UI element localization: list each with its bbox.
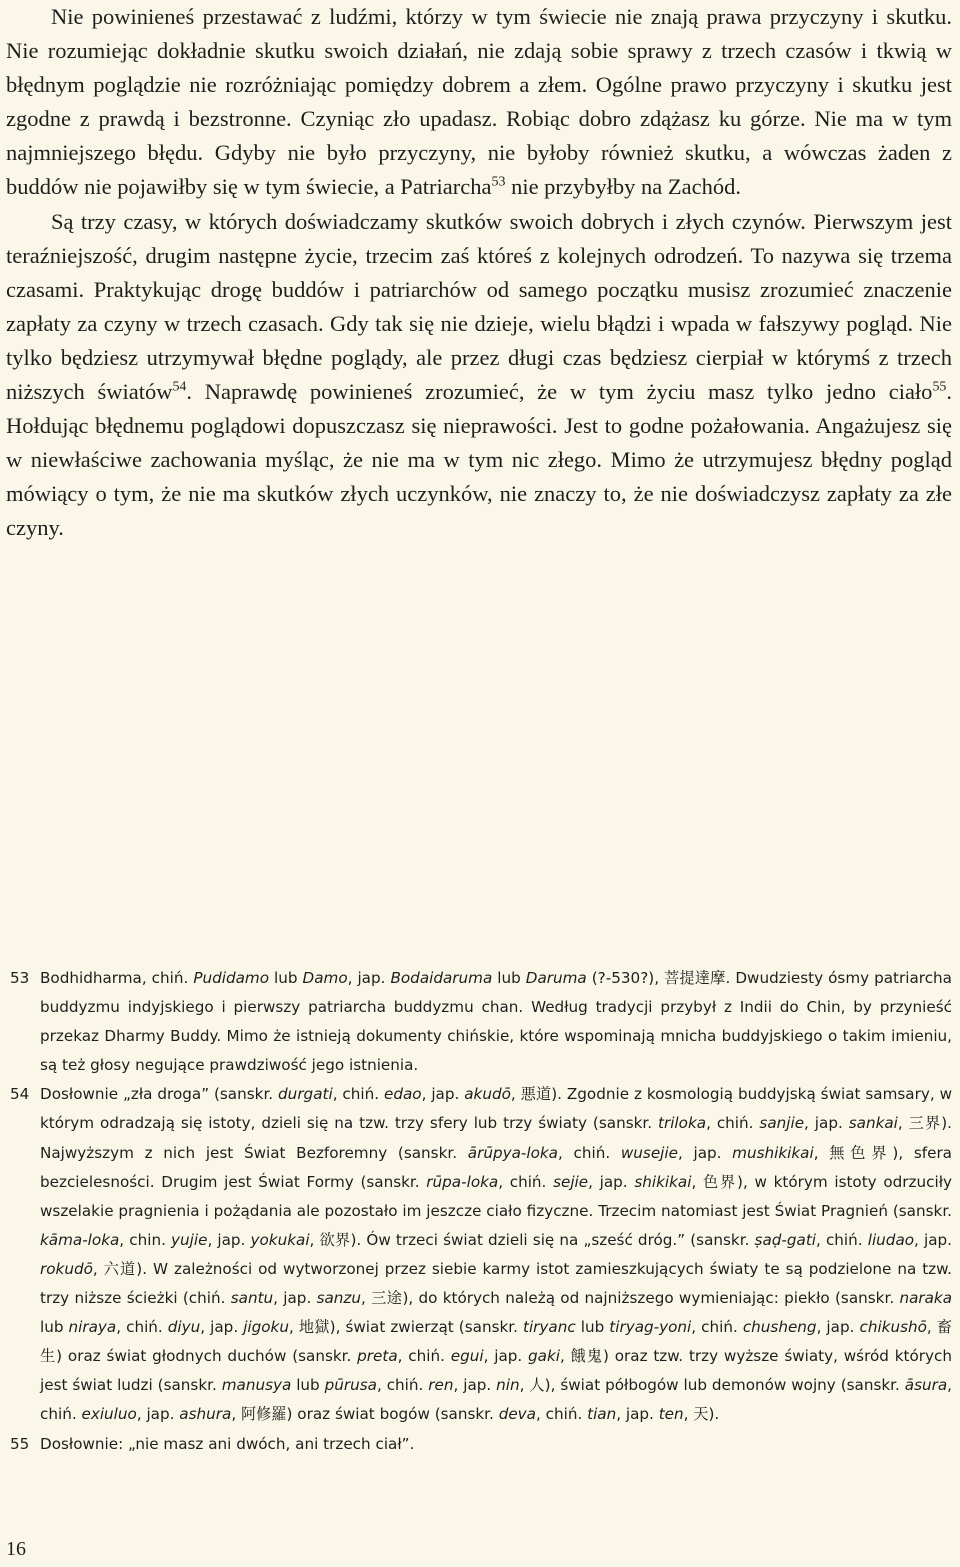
text-run: , jap.	[914, 1230, 952, 1249]
cjk-term: 欲界	[319, 1230, 351, 1249]
footnotes	[10, 964, 952, 1459]
italic-term: akudō	[464, 1085, 511, 1104]
italic-term: tiryag-yoni	[609, 1318, 692, 1337]
italic-term: deva	[498, 1405, 536, 1424]
italic-term: exiuluo	[81, 1405, 137, 1424]
text-run: lub	[269, 969, 303, 987]
italic-term: diyu	[167, 1318, 201, 1337]
italic-term: ten	[658, 1405, 684, 1424]
cjk-term: 無色界	[829, 1143, 893, 1162]
italic-term: tiryanc	[523, 1318, 576, 1337]
text-run: , jap.	[588, 1172, 635, 1191]
italic-term: durgati	[278, 1085, 333, 1104]
footnote-text	[40, 1430, 952, 1459]
footnote-ref: 53	[491, 174, 506, 190]
italic-term: mushikikai	[732, 1143, 814, 1162]
italic-term: tian	[587, 1405, 617, 1424]
italic-term: niraya	[68, 1318, 117, 1337]
footnote-ref: 54	[172, 379, 187, 395]
text-run: ) oraz świat głodnych duchów (sanskr.	[56, 1347, 358, 1366]
text-run: , chiń.	[706, 1114, 760, 1133]
text-run: , chiń.	[397, 1347, 451, 1366]
cjk-term: 六道	[103, 1259, 137, 1278]
text-run: ,	[510, 1085, 521, 1104]
italic-term: wusejie	[620, 1143, 678, 1162]
cjk-term: 悪道	[520, 1085, 552, 1104]
cjk-term: 三途	[371, 1289, 403, 1308]
text-run: Są trzy czasy, w których doświadczamy skutków swoich dobrych i złych czynów. Pierwszym jest teraźniejszość, drugim następne życie, trzecim zaś któreś z kolejnych odrodzeń. To nazywa się trzema czasami. Praktykując drogę buddów i patriarchów od samego początku musisz zrozumieć znaczenie zapłaty za czyny w trzech czasach. Gdy tak się nie dzieje, wielu błądzi i wpada w fałszywy pogląd. Nie tylko będziesz utrzymywał błędne poglądy, ale przez długi czas będziesz cierpiał w którymś z trzech niższych światów	[6, 208, 952, 405]
text-run: lub	[40, 1318, 69, 1337]
text-run: . Naprawdę powinieneś zrozumieć, że w tym życiu masz tylko jedno ciało	[186, 379, 933, 405]
text-run: ).	[708, 1405, 720, 1424]
text-run: ). W zależności od wytworzonej przez siebie karmy istot zamieszkujących światy te są podzielone na tzw. trzy niższe ścieżki (chiń.	[40, 1259, 952, 1308]
text-run: , jap.	[136, 1405, 180, 1424]
text-run: , chin.	[119, 1230, 172, 1249]
italic-term: ashura	[179, 1405, 232, 1424]
text-run: lub	[291, 1376, 325, 1395]
cjk-term: 地獄	[298, 1318, 330, 1337]
text-run: ). Najwyższym z nich jest Świat Bezforemny (sanskr.	[40, 1114, 953, 1162]
footnote-55	[10, 1430, 952, 1459]
italic-term: naraka	[899, 1289, 953, 1308]
italic-term: gaki	[528, 1347, 561, 1366]
italic-term: yokukai	[250, 1230, 310, 1249]
italic-term: rokudō	[40, 1259, 93, 1278]
text-run: Dosłownie: „nie masz ani dwóch, ani trzech ciał”.	[40, 1434, 415, 1453]
italic-term: preta	[357, 1347, 398, 1366]
text-run: , jap.	[421, 1085, 465, 1104]
text-run: ,	[231, 1405, 241, 1424]
text-run: , chiń.	[332, 1085, 384, 1104]
text-run: , jap.	[816, 1318, 860, 1337]
italic-term: pūrusa	[324, 1376, 377, 1395]
italic-term: sanzu	[316, 1289, 362, 1308]
italic-term: sanjie	[759, 1114, 805, 1133]
italic-term: rūpa-loka	[426, 1172, 499, 1191]
italic-term: ṣaḍ-gati	[754, 1230, 816, 1249]
main-text	[6, 0, 952, 546]
cjk-term: 色界	[702, 1172, 738, 1191]
text-run: ) oraz świat bogów (sanskr.	[286, 1405, 499, 1424]
italic-term: chusheng	[742, 1318, 817, 1337]
text-run: , jap.	[616, 1405, 659, 1424]
italic-term: āsura	[904, 1376, 948, 1395]
footnote-text	[40, 1080, 952, 1429]
text-run: lub	[575, 1318, 610, 1337]
italic-term: edao	[384, 1085, 422, 1104]
italic-term: Pudidamo	[193, 969, 270, 987]
italic-term: egui	[450, 1347, 484, 1366]
text-run: ), sfera bezcielesności. Drugim jest Świat Formy (sanskr.	[40, 1143, 952, 1191]
text-run: lub	[492, 969, 526, 987]
cjk-term: 三界	[908, 1114, 942, 1133]
cjk-term: 天	[693, 1405, 709, 1424]
footnote-number: 53	[10, 969, 30, 987]
text-run: ), świat półbogów lub demonów wojny (sanskr.	[544, 1376, 905, 1395]
text-run: ,	[897, 1114, 909, 1133]
text-run: ). Ów trzeci świat dzieli się na „sześć dróg.” (sanskr.	[350, 1230, 755, 1249]
italic-term: jigoku	[243, 1318, 289, 1337]
text-run: . Dwudziesty ósmy patriarcha buddyzmu indyjskiego i pierwszy patriarcha buddyzmu chan. Według tradycji przybył z Indii do Chin, by przynieść przekaz Dharmy Buddy. Mimo że istnieją dokumenty chińskie, które wspominają mnicha buddyjskiego o takim imieniu, są też głosy negujące prawdziwość jego istnienia.	[40, 969, 952, 1075]
italic-term: sejie	[553, 1172, 589, 1191]
page-number: 16	[6, 1538, 26, 1560]
text-run: ,	[691, 1172, 703, 1191]
text-run: ,	[926, 1318, 937, 1337]
italic-term: kāma-loka	[40, 1230, 120, 1249]
text-run: Nie powinieneś przestawać z ludźmi, którzy w tym świecie nie znają prawa przyczyny i skutku. Nie rozumiejąc dokładnie skutku swoich działań, nie zdają sobie sprawy z trzech czasów i tkwią w błędnym poglądzie nie rozróżniając pomiędzy dobrem a złem. Ogólne prawo przyczyny i skutku jest zgodne z prawdą i bezstronne. Czyniąc zło upadasz. Robiąc dobro zdążasz ku górze. Nie ma w tym najmniejszego błędu. Gdyby nie było przyczyny, nie byłoby również skutku, a wówczas żaden z buddów nie pojawiłby się w tym świecie, a Patriarcha	[6, 4, 952, 200]
italic-term: ārūpya-loka	[467, 1143, 558, 1162]
italic-term: sankai	[848, 1114, 898, 1133]
italic-term: Daruma	[525, 969, 587, 987]
text-run: ,	[92, 1259, 104, 1278]
paragraph-1	[6, 0, 952, 205]
footnote-number: 55	[10, 1434, 30, 1453]
italic-term: santu	[230, 1289, 274, 1308]
text-run: nie przybyłby na Zachód.	[505, 174, 741, 200]
text-run: ,	[519, 1376, 530, 1395]
cjk-term: 人	[529, 1376, 545, 1395]
footnote-number: 54	[10, 1085, 30, 1104]
italic-term: nin	[496, 1376, 520, 1395]
italic-term: shikikai	[634, 1172, 692, 1191]
text-run: ,	[683, 1405, 694, 1424]
cjk-term: 菩提達摩	[664, 969, 726, 987]
paragraph-2	[6, 205, 952, 546]
italic-term: Bodaidaruma	[390, 969, 493, 987]
text-run: ,	[361, 1289, 372, 1308]
text-run: , chiń.	[691, 1318, 743, 1337]
text-run: ), w którym istoty odrzuciły wszelakie pragnienia i pożądania ale pozostało im jeszcze ciało fizyczne. Trzecim natomiast jest Świat Pragnień (sanskr.	[40, 1172, 953, 1220]
text-run: (?-530?),	[586, 969, 665, 987]
cjk-term: 阿修羅	[240, 1405, 287, 1424]
text-run: , chiń.	[498, 1172, 554, 1191]
text-run: , chiń.	[535, 1405, 588, 1424]
text-run: , chiń.	[40, 1376, 952, 1424]
text-run: ), świat zwierząt (sanskr.	[329, 1318, 523, 1337]
text-run: . Hołdując błędnemu poglądowi dopuszczasz się nieprawości. Jest to godne pożałowania. Angażujesz się w niewłaściwe zachowania myśląc, że nie ma w tym nic złego. Mimo że utrzymujesz błędny pogląd mówiący o tym, że nie ma skutków złych uczynków, nie znaczy to, że nie doświadczysz zapłaty za złe czyny.	[6, 379, 952, 541]
text-run: ,	[288, 1318, 299, 1337]
text-run: ), do których należą od najniższego wymieniając: piekło (sanskr.	[402, 1289, 900, 1308]
text-run: ). Zgodnie z kosmologią buddyjską świat samsary, w którym odradzają się istoty, dzieli się na tzw. trzy sfery lub trzy światy (sanskr.	[40, 1085, 953, 1133]
text-run: ,	[560, 1347, 571, 1366]
text-run: ,	[813, 1143, 830, 1162]
text-run: , chiń.	[557, 1143, 621, 1162]
footnote-53	[10, 964, 952, 1080]
text-run: , jap.	[207, 1230, 251, 1249]
italic-term: Damo	[302, 969, 348, 987]
text-run: , chiń.	[816, 1230, 868, 1249]
text-run: Dosłownie „zła droga” (sanskr.	[40, 1085, 279, 1104]
text-run: , jap.	[677, 1143, 733, 1162]
italic-term: liudao	[867, 1230, 915, 1249]
italic-term: manusya	[221, 1376, 292, 1395]
text-run: ,	[309, 1230, 320, 1249]
footnote-54	[10, 1080, 952, 1429]
italic-term: ren	[428, 1376, 454, 1395]
text-run: , jap.	[453, 1376, 497, 1395]
cjk-term: 餓鬼	[570, 1347, 603, 1366]
cjk-term: 畜生	[40, 1318, 952, 1366]
italic-term: triloka	[658, 1114, 707, 1133]
text-run: ) oraz tzw. trzy wyższe światy, wśród których jest świat ludzi (sanskr.	[40, 1347, 952, 1395]
text-run: , jap.	[347, 969, 391, 987]
footnote-text	[40, 964, 952, 1080]
text-run: , jap.	[483, 1347, 529, 1366]
text-run: , jap.	[200, 1318, 244, 1337]
text-run: , chiń.	[376, 1376, 429, 1395]
italic-term: yujie	[171, 1230, 208, 1249]
text-run: , jap.	[273, 1289, 317, 1308]
italic-term: chikushō	[859, 1318, 927, 1337]
text-run: , jap.	[804, 1114, 849, 1133]
footnote-ref: 55	[932, 379, 947, 395]
text-run: , chiń.	[116, 1318, 168, 1337]
text-run: Bodhidharma, chiń.	[40, 969, 194, 987]
